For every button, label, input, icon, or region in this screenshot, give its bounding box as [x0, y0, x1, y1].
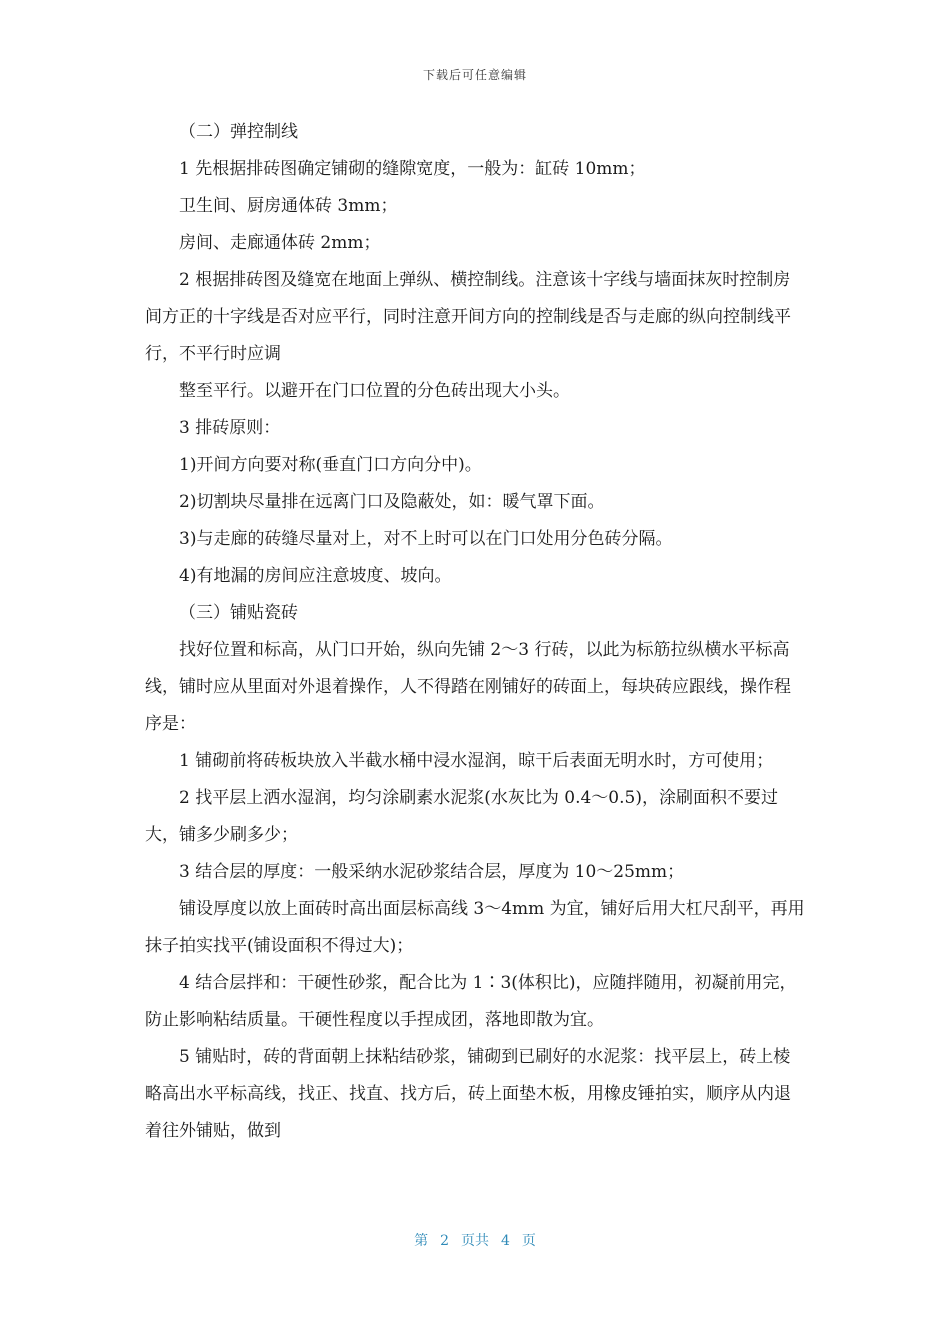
paragraph: （三）铺贴瓷砖	[179, 603, 298, 623]
paragraph: 5 铺贴时，砖的背面朝上抹粘结砂浆，铺砌到已刷好的水泥浆：找平层上，砖上棱略高出水平标高线，找正、找直、找方后，砖上面垫木板，用橡皮锤拍实，顺序从内退着往外铺贴，做到	[145, 1047, 791, 1141]
paragraph: 2)切割块尽量排在远离门口及隐蔽处，如：暖气罩下面。	[179, 492, 605, 512]
footer-suffix: 页	[521, 1233, 536, 1249]
paragraph: 整至平行。以避开在门口位置的分色砖出现大小头。	[179, 381, 570, 401]
paragraph: 卫生间、厨房通体砖 3mm；	[179, 196, 398, 216]
page-footer	[0, 1230, 950, 1250]
paragraph: 房间、走廊通体砖 2mm；	[179, 233, 381, 253]
paragraph: 4)有地漏的房间应注意坡度、坡向。	[179, 566, 452, 586]
footer-middle: 页共	[461, 1233, 489, 1249]
paragraph: 1 铺砌前将砖板块放入半截水桶中浸水湿润，晾干后表面无明水时，方可使用；	[179, 751, 774, 771]
paragraph: 2 根据排砖图及缝宽在地面上弹纵、横控制线。注意该十字线与墙面抹灰时控制房间方正的十字线是否对应平行，同时注意开间方向的控制线是否与走廊的纵向控制线平行，不平行时应调	[145, 270, 791, 364]
paragraph: 4 结合层拌和：干硬性砂浆，配合比为 1∶3(体积比)，应随拌随用，初凝前用完，防止影响粘结质量。干硬性程度以手捏成团，落地即散为宜。	[145, 973, 797, 1030]
document-body	[145, 114, 805, 1150]
paragraph: 找好位置和标高，从门口开始，纵向先铺 2～3 行砖，以此为标筋拉纵横水平标高线，铺时应从里面对外退着操作，人不得踏在刚铺好的砖面上，每块砖应跟线，操作程序是：	[145, 640, 791, 734]
paragraph: 3)与走廊的砖缝尽量对上，对不上时可以在门口处用分色砖分隔。	[179, 529, 673, 549]
paragraph: 1)开间方向要对称(垂直门口方向分中)。	[179, 455, 482, 475]
paragraph: （二）弹控制线	[179, 122, 298, 142]
footer-total-pages: 4	[501, 1233, 510, 1249]
paragraph: 2 找平层上洒水湿润，均匀涂刷素水泥浆(水灰比为 0.4～0.5)，涂刷面积不要过大，铺多少刷多少；	[145, 788, 778, 845]
paragraph: 1 先根据排砖图确定铺砌的缝隙宽度，一般为：缸砖 10mm；	[179, 159, 646, 179]
paragraph: 3 排砖原则：	[179, 418, 281, 438]
paragraph: 铺设厚度以放上面砖时高出面层标高线 3～4mm 为宜，铺好后用大杠尺刮平，再用抹子拍实找平(铺设面积不得过大)；	[145, 899, 805, 956]
header-note: 下载后可任意编辑	[422, 68, 527, 82]
footer-prefix: 第	[414, 1233, 429, 1249]
footer-current-page: 2	[440, 1233, 449, 1249]
paragraph: 3 结合层的厚度：一般采纳水泥砂浆结合层，厚度为 10～25mm；	[179, 862, 685, 882]
